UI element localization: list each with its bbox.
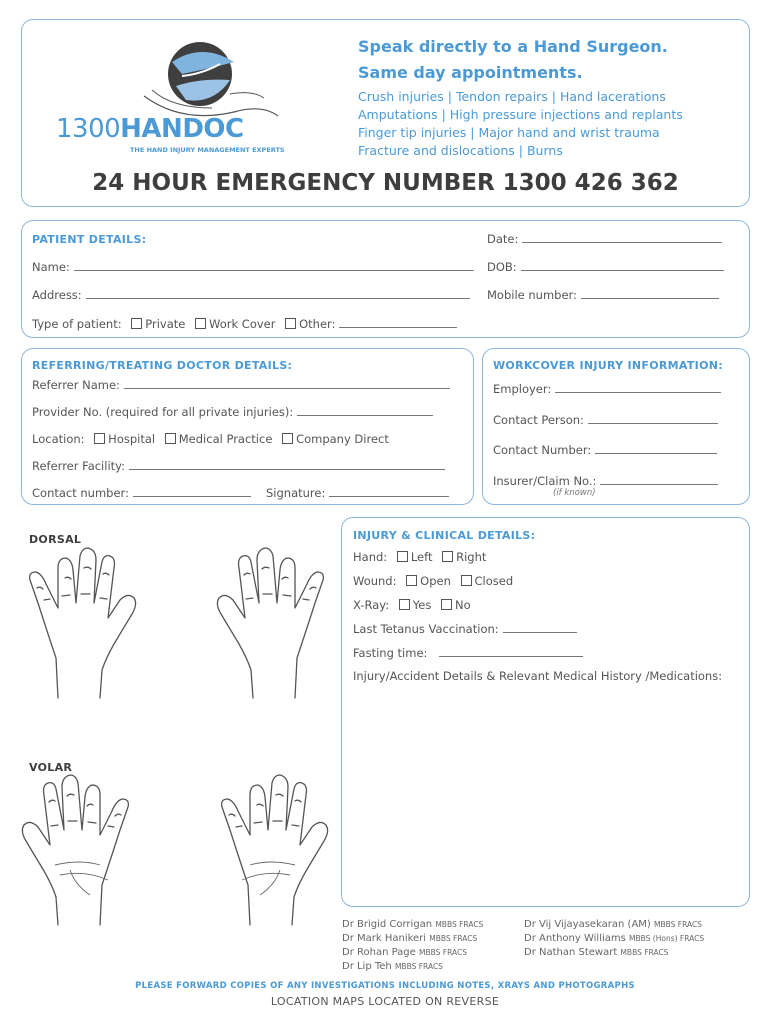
patient-heading: PATIENT DETAILS: (32, 233, 147, 246)
doctor-entry: Dr Mark Hanikeri MBBS FRACS (342, 933, 478, 944)
tetanus-label: Last Tetanus Vaccination: (353, 622, 499, 636)
doctor-entry: Dr Nathan Stewart MBBS FRACS (524, 947, 669, 958)
left-checkbox[interactable] (397, 551, 408, 562)
volar-right-hand (222, 775, 328, 925)
headline-2: Same day appointments. (358, 63, 583, 82)
hand-label: Hand: (353, 550, 388, 564)
location-label: Location: (32, 432, 85, 446)
doctor-entry: Dr Lip Teh MBBS FRACS (342, 961, 443, 972)
wound-row (353, 574, 513, 588)
mobile-label: Mobile number: (487, 288, 577, 302)
maps-note: LOCATION MAPS LOCATED ON REVERSE (270, 995, 500, 1008)
company-direct-label: Company Direct (296, 432, 389, 446)
other-label: Other: (299, 317, 336, 331)
facility-label: Referrer Facility: (32, 459, 125, 473)
doctors-left-list (342, 918, 483, 974)
right-label: Right (456, 550, 487, 564)
history-textarea[interactable] (350, 688, 740, 898)
injury-heading: INJURY & CLINICAL DETAILS: (353, 529, 536, 542)
closed-label: Closed (474, 574, 514, 588)
hospital-label: Hospital (108, 432, 156, 446)
wc-contact-number-label: Contact Number: (493, 443, 592, 457)
contact-number-label: Contact number: (32, 486, 129, 500)
address-label: Address: (32, 288, 82, 302)
brand-tagline: THE HAND INJURY MANAGEMENT EXPERTS (130, 146, 285, 154)
volar-label: VOLAR (29, 761, 73, 774)
patient-type-label: Type of patient: (32, 317, 122, 331)
signature-label: Signature: (266, 486, 326, 500)
workcover-panel (482, 348, 750, 505)
dorsal-left-hand (30, 548, 136, 698)
injury-panel (341, 517, 750, 907)
emergency-number: 24 HOUR EMERGENCY NUMBER 1300 426 362 (92, 170, 679, 196)
private-label: Private (145, 317, 186, 331)
brand-name: HANDOC (120, 114, 244, 144)
dob-label: DOB: (487, 260, 517, 274)
employer-field[interactable] (493, 382, 721, 396)
xray-label: X-Ray: (353, 598, 390, 612)
doctor-entry: Dr Rohan Page MBBS FRACS (342, 947, 467, 958)
dob-field[interactable] (487, 260, 724, 274)
contact-person-label: Contact Person: (493, 413, 584, 427)
workcover-label: Work Cover (209, 317, 276, 331)
closed-checkbox[interactable] (461, 575, 472, 586)
history-label: Injury/Accident Details & Relevant Medical History /Medications: (353, 669, 723, 683)
wc-contact-number-field[interactable] (493, 443, 717, 457)
workcover-heading: WORKCOVER INJURY INFORMATION: (493, 359, 723, 372)
doctor-entry: Dr Vij Vijayasekaran (AM) MBBS FRACS (524, 919, 703, 930)
fasting-field[interactable] (353, 646, 583, 660)
open-checkbox[interactable] (406, 575, 417, 586)
referrer-name-label: Referrer Name: (32, 378, 120, 392)
no-label: No (454, 598, 471, 612)
headline-1: Speak directly to a Hand Surgeon. (358, 37, 668, 56)
right-checkbox[interactable] (442, 551, 453, 562)
xray-row (353, 598, 471, 612)
mobile-field[interactable] (487, 288, 719, 302)
employer-label: Employer: (493, 382, 552, 396)
provider-label: Provider No. (required for all private injuries): (32, 405, 294, 419)
yes-checkbox[interactable] (399, 599, 410, 610)
doctor-entry: Dr Brigid Corrigan MBBS FRACS (342, 919, 484, 930)
service-line: Fracture and dislocations | Burns (358, 143, 563, 158)
dorsal-right-hand (217, 548, 323, 698)
no-checkbox[interactable] (441, 599, 452, 610)
contact-person-field[interactable] (493, 413, 718, 427)
hand-row (353, 550, 486, 564)
medical-practice-label: Medical Practice (178, 432, 273, 446)
forward-note: PLEASE FORWARD COPIES OF ANY INVESTIGATIONS INCLUDING NOTES, XRAYS AND PHOTOGRAPHS (135, 981, 635, 991)
name-label: Name: (32, 260, 70, 274)
fasting-label: Fasting time: (353, 646, 428, 660)
doctors-right-list (524, 918, 704, 960)
wound-label: Wound: (353, 574, 397, 588)
insurer-label: Insurer/Claim No.: (493, 474, 597, 488)
service-line: Finger tip injuries | Major hand and wrist trauma (358, 125, 660, 140)
tetanus-field[interactable] (353, 622, 577, 636)
open-label: Open (420, 574, 451, 588)
insurer-field[interactable] (493, 474, 718, 488)
services-list (358, 88, 683, 160)
if-known-note: (if known) (553, 488, 596, 498)
hand-diagrams (0, 0, 340, 1024)
service-line: Amputations | High pressure injections and replants (358, 107, 683, 122)
referrer-heading: REFERRING/TREATING DOCTOR DETAILS: (32, 359, 293, 372)
brand-number: 1300 (56, 114, 121, 144)
left-label: Left (410, 550, 433, 564)
dorsal-label: DORSAL (29, 533, 82, 546)
service-line: Crush injuries | Tendon repairs | Hand lacerations (358, 89, 666, 104)
yes-label: Yes (412, 598, 432, 612)
doctor-entry: Dr Anthony Williams MBBS (Hons) FRACS (524, 933, 705, 944)
volar-left-hand (22, 775, 128, 925)
date-label: Date: (487, 232, 519, 246)
date-field[interactable] (487, 232, 722, 246)
